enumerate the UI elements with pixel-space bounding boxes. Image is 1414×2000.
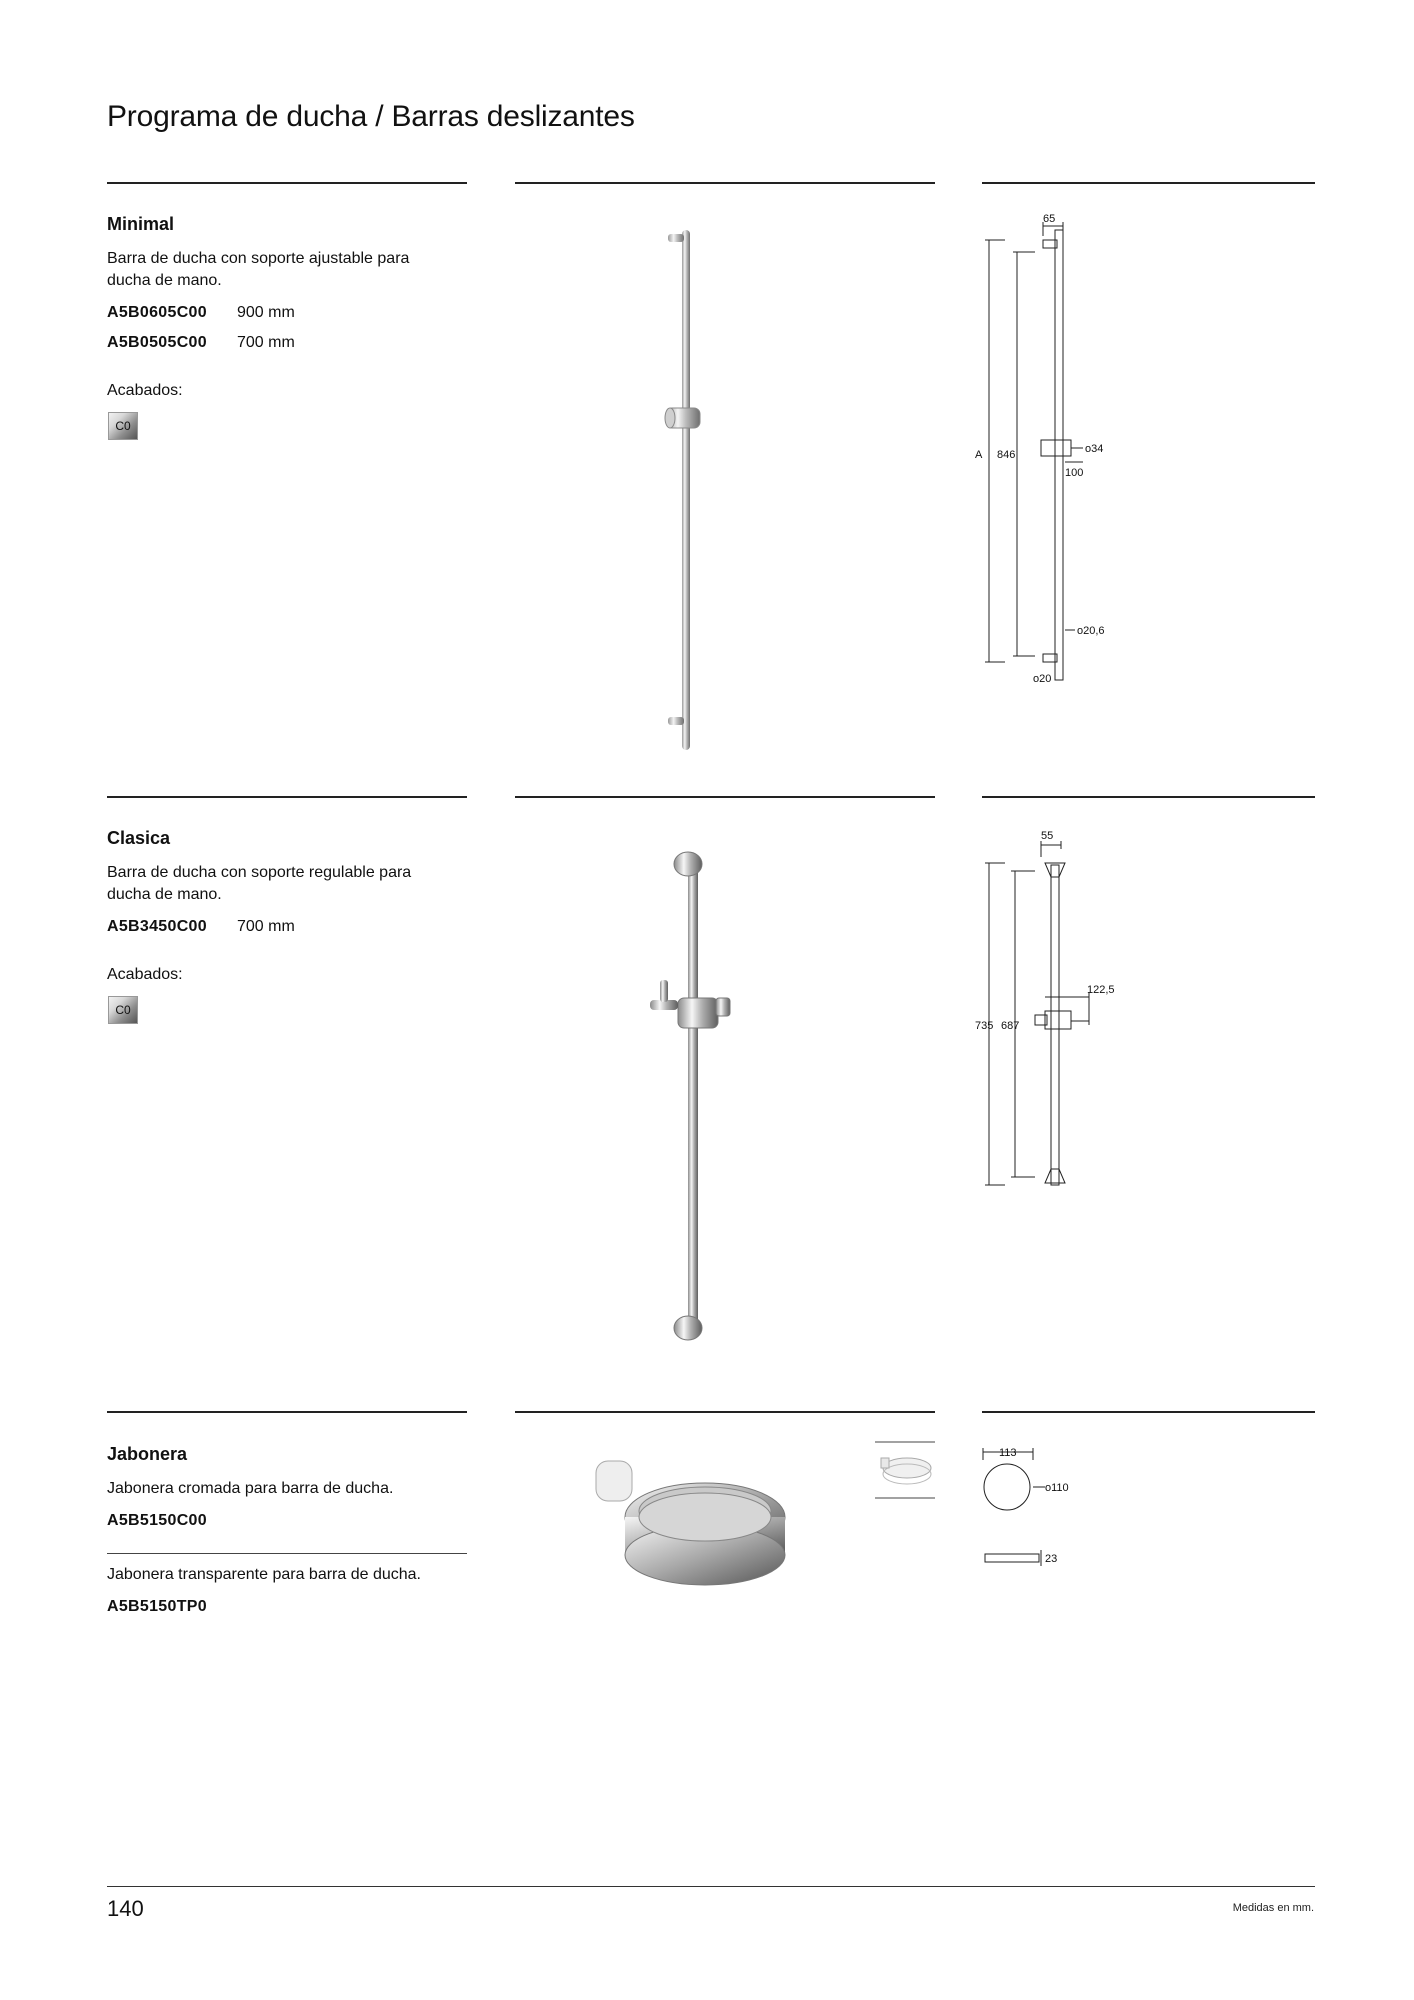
dim-holder: 122,5 [1087, 984, 1115, 996]
dim-height: 846 [997, 449, 1016, 461]
section-rule-right [982, 182, 1315, 184]
product-name: Clasica [107, 828, 171, 848]
page-title: Programa de ducha / Barras deslizantes [107, 100, 635, 133]
product-code-row [107, 1598, 237, 1620]
product-code: A5B0505C00 [107, 334, 207, 351]
product-name: Minimal [107, 214, 175, 234]
section-rule-middle [515, 796, 935, 798]
dim-height: 23 [1045, 1553, 1058, 1565]
minimal-bar-photo [620, 220, 770, 760]
product-description: Barra de ducha con soporte ajustable para ducha de mano. [107, 250, 410, 289]
measurement-note: Medidas en mm. [1232, 1902, 1314, 1914]
dim-width: 113 [999, 1447, 1017, 1459]
section-rule-left [107, 796, 467, 798]
dim-holder: o34 [1085, 443, 1104, 455]
section-rule-left [107, 1411, 467, 1413]
dim-top: 55 [1041, 830, 1054, 842]
clasica-bar-photo [630, 840, 770, 1360]
section-rule-middle [515, 1411, 935, 1413]
product-code-row [107, 1512, 237, 1534]
product-size: 900 mm [237, 304, 295, 321]
product-size: 700 mm [237, 918, 295, 935]
soap-dish-chrome-photo [590, 1455, 790, 1595]
section-rule-right [982, 796, 1315, 798]
section-rule-middle [515, 182, 935, 184]
product-code: A5B5150TP0 [107, 1598, 207, 1615]
dim-bar: o20,6 [1077, 625, 1105, 637]
variant-divider [107, 1553, 467, 1554]
finish-swatch-chrome: C0 [108, 412, 138, 440]
section-rule-right [982, 1411, 1315, 1413]
section-rule-left [107, 182, 467, 184]
footer-rule [107, 1886, 1315, 1887]
product-code-row [107, 918, 295, 940]
product-name: Jabonera [107, 1444, 188, 1464]
dim-a: A [975, 449, 983, 461]
finishes-label: Acabados: [107, 382, 183, 399]
dim-base: o20 [1033, 673, 1052, 685]
product-code: A5B5150C00 [107, 1512, 207, 1529]
dim-diameter: o110 [1045, 1482, 1069, 1494]
dim-spacing: 100 [1065, 467, 1084, 479]
page-number: 140 [107, 1896, 144, 1921]
product-code-row [107, 334, 295, 356]
soap-dish-technical-drawing [975, 1440, 1115, 1570]
dim-inner: 687 [1001, 1020, 1020, 1032]
product-description: Jabonera cromada para barra de ducha. [107, 1480, 394, 1497]
product-code: A5B3450C00 [107, 918, 207, 935]
minimal-technical-drawing [975, 210, 1115, 700]
clasica-technical-drawing [975, 825, 1115, 1215]
product-description: Barra de ducha con soporte regulable para ducha de mano. [107, 864, 412, 903]
product-code-row [107, 304, 295, 326]
soap-dish-transparent-thumbnail [875, 1440, 935, 1500]
product-description: Jabonera transparente para barra de ducha. [107, 1566, 421, 1583]
dim-total: 735 [975, 1020, 994, 1032]
dim-top: 65 [1043, 213, 1056, 225]
finishes-label: Acabados: [107, 966, 183, 983]
finish-swatch-chrome: C0 [108, 996, 138, 1024]
product-code: A5B0605C00 [107, 304, 207, 321]
product-size: 700 mm [237, 334, 295, 351]
